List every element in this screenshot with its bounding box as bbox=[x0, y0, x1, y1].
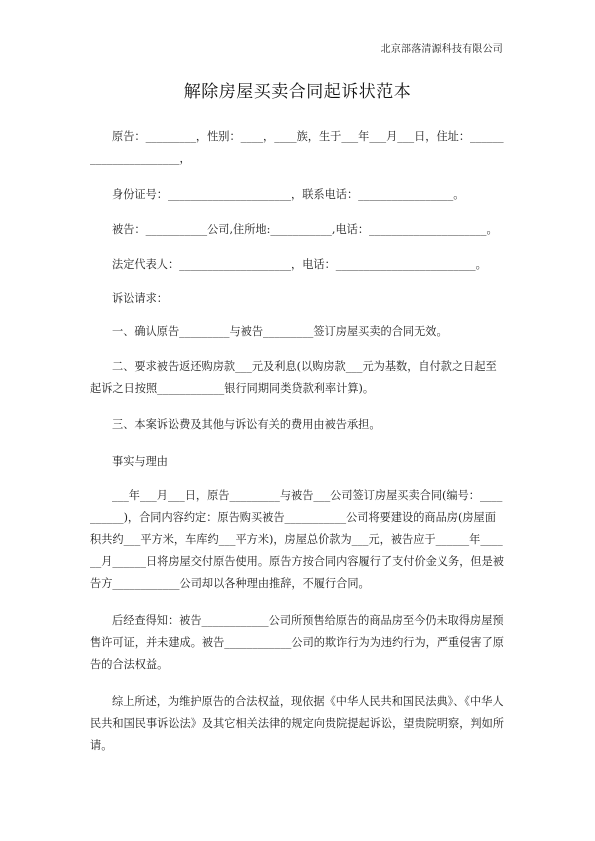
conclusion-paragraph: 综上所述，为维护原告的合法权益，现依据《中华人民共和国民法典》、《中华人民共和国民事诉讼法》及其它相关法律的规定向贵院提起诉讼，望贵院明察，判如所请。 bbox=[90, 695, 504, 752]
claims-heading: 诉讼请求： bbox=[112, 292, 168, 305]
facts-paragraph: ___年___月___日，原告_________与被告___公司签订房屋买卖合同(编号：__________)，合同内容约定：原告购买被告___________公司将要建设的商品房(房屋面积共约___平方米，车库约___平方米)，房屋总价款为___元，被告应于______年______月______日将房屋交付原告使用。原告方按合同内容履行了支付价金义务，但是被告方____________公司却以各种理由推辞，不履行合同。 bbox=[90, 489, 504, 590]
plaintiff-info-paragraph: 原告：_________，性别：____，____族，生于___年___月___日，住址：______________________， bbox=[90, 130, 504, 165]
document-title: 解除房屋买卖合同起诉状范本 bbox=[183, 82, 412, 102]
investigation-paragraph: 后经查得知：被告____________公司所预售给原告的商品房至今仍未取得房屋预售许可证，并未建成。被告____________公司的欺诈行为为违约行为，严重侵害了原告的合法权益。 bbox=[90, 614, 504, 671]
claim-1-paragraph: 一、确认原告_________与被告_________签订房屋买卖的合同无效。 bbox=[112, 325, 448, 338]
defendant-info-paragraph: 被告：___________公司,住所地:___________,电话：_____________________。 bbox=[112, 223, 498, 236]
claim-3-paragraph: 三、本案诉讼费及其他与诉讼有关的费用由被告承担。 bbox=[112, 418, 381, 431]
id-phone-paragraph: 身份证号：______________________，联系电话：_________________。 bbox=[112, 188, 465, 201]
legal-representative-paragraph: 法定代表人：____________________，电话：_________________________。 bbox=[112, 258, 487, 271]
header-company-name: 北京部落清源科技有限公司 bbox=[380, 44, 503, 55]
facts-heading: 事实与理由 bbox=[112, 455, 168, 468]
claim-2-paragraph: 二、要求被告返还购房款___元及利息(以购房款___元为基数，自付款之日起至起诉之日按照____________银行同期同类贷款利率计算)。 bbox=[90, 360, 497, 395]
